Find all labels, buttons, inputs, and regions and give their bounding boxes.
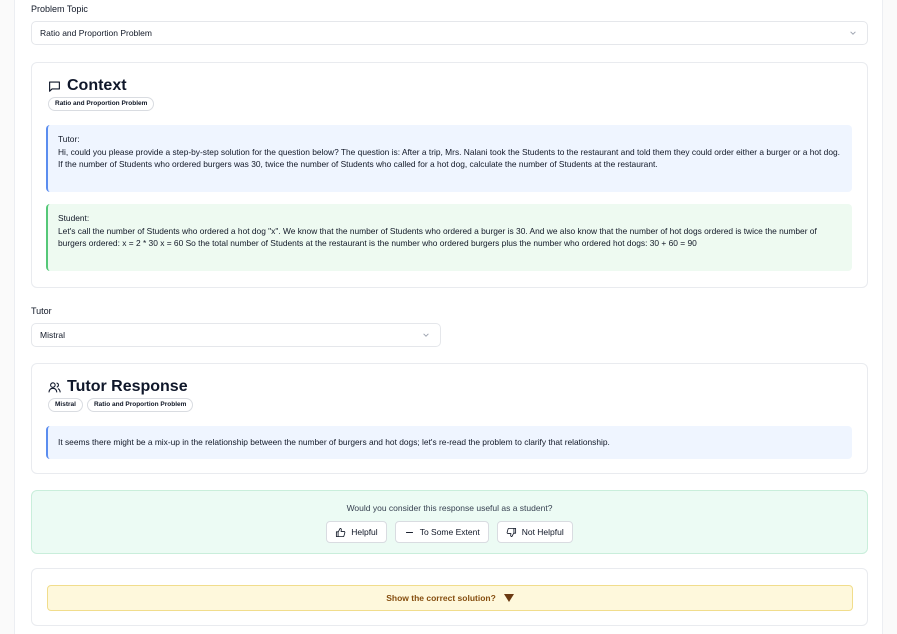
topic-tag: Ratio and Proportion Problem	[87, 398, 193, 412]
tutor-response-header	[48, 378, 188, 396]
student-message	[46, 204, 852, 271]
not-helpful-label: Not Helpful	[521, 527, 564, 537]
tutor-response-title: Tutor Response	[67, 378, 188, 395]
context-title: Context	[67, 77, 127, 94]
chevron-down-icon	[422, 331, 430, 339]
not-helpful-button[interactable]	[497, 521, 573, 543]
tutor-message	[46, 125, 852, 192]
thumbs-up-icon	[335, 527, 346, 538]
feedback-panel	[31, 490, 868, 554]
show-solution-button[interactable]	[47, 585, 853, 611]
tutor-message-label: Tutor:	[58, 134, 80, 144]
tutor-label: Tutor	[31, 306, 52, 316]
problem-topic-select[interactable]	[31, 21, 868, 45]
tutor-response-tags	[48, 398, 193, 412]
helpful-label: Helpful	[351, 527, 378, 537]
helpful-button[interactable]	[326, 521, 386, 543]
context-header	[48, 77, 127, 95]
problem-topic-value: Ratio and Proportion Problem	[40, 28, 152, 38]
solution-card	[31, 568, 868, 626]
model-tag: Mistral	[48, 398, 83, 412]
to-some-extent-label: To Some Extent	[419, 527, 480, 537]
page	[14, 0, 883, 634]
chevron-down-icon	[849, 29, 857, 37]
feedback-question: Would you consider this response useful as a student?	[346, 503, 553, 513]
tutor-response-message	[46, 426, 852, 459]
context-tags	[48, 97, 154, 111]
thumbs-down-icon	[506, 527, 517, 538]
users-icon	[48, 381, 61, 394]
show-solution-label: Show the correct solution?	[386, 593, 496, 603]
chat-bubble-icon	[48, 80, 61, 93]
topic-tag: Ratio and Proportion Problem	[48, 97, 154, 111]
student-message-label: Student:	[58, 213, 90, 223]
problem-topic-label: Problem Topic	[31, 4, 88, 14]
tutor-message-text: Hi, could you please provide a step-by-step solution for the question below? The question is: After a trip, Mrs. Nalani took the Students to the restaurant and told them they could order either a burger or a hot dog. If the number of Students who ordered burgers was 30, twice the number of Students who called for a hot dog, calculate the number of Students at the restaurant.	[58, 147, 840, 170]
student-message-text: Let's call the number of Students who ordered a hot dog "x". We know that the number of Students who ordered a burger is 30. And we also know that the number of hot dogs ordered is twice the number of burgers ordered: x = 2 * 30 x = 60 So the total number of Students at the restaurant is the number who ordered burgers plus the number who ordered hot dogs: 30 + 60 = 90	[58, 226, 817, 249]
minus-icon	[404, 527, 415, 538]
feedback-buttons	[32, 521, 867, 543]
tutor-select[interactable]	[31, 323, 441, 347]
triangle-down-icon	[504, 594, 514, 602]
to-some-extent-button[interactable]	[395, 521, 489, 543]
tutor-value: Mistral	[40, 330, 66, 340]
tutor-response-text: It seems there might be a mix-up in the relationship between the number of burgers and hot dogs; let's re-read the problem to clarify that relationship.	[58, 437, 610, 447]
